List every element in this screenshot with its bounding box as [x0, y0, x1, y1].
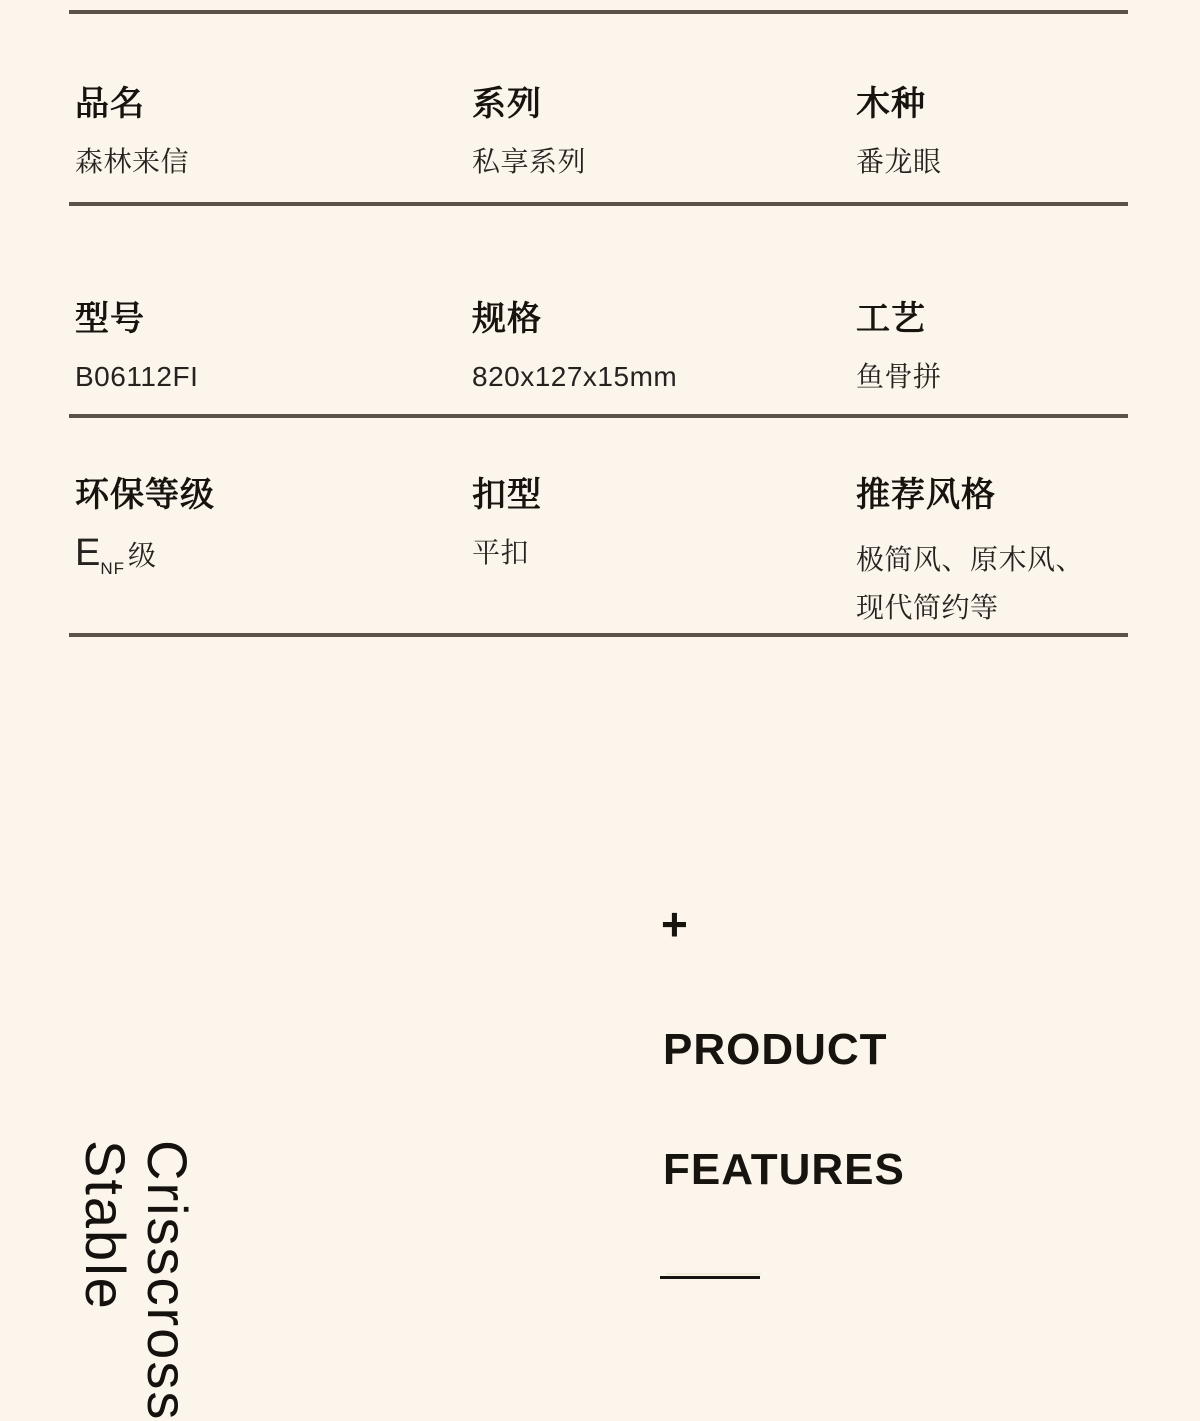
vertical-text-line-1: Crisscross — [136, 1140, 199, 1421]
eco-grade-suffix: 级 — [128, 540, 157, 571]
spec-cell-recommended-style — [856, 475, 1200, 632]
spec-value-eco-grade — [75, 532, 472, 578]
spec-cell-series — [472, 84, 856, 179]
spec-label-eco-grade: 环保等级 — [75, 476, 215, 514]
spec-value-recommended-style — [856, 536, 1200, 632]
spec-label-craft: 工艺 — [856, 300, 926, 338]
spec-cell-eco-grade — [75, 475, 472, 632]
divider-row3-bottom — [69, 633, 1128, 637]
spec-row-3 — [0, 475, 1200, 632]
spec-cell-dimensions — [472, 299, 856, 394]
recommended-style-line-2: 现代简约等 — [856, 592, 999, 623]
spec-row-2 — [0, 299, 1200, 394]
spec-row-1 — [0, 84, 1200, 179]
eco-grade-subscript: NF — [100, 559, 126, 578]
vertical-text-line-2: Stable — [74, 1140, 137, 1311]
spec-value-wood-type: 番龙眼 — [856, 146, 942, 177]
divider-top — [69, 10, 1128, 14]
divider-row1-bottom — [69, 202, 1128, 206]
spec-label-lock-type: 扣型 — [472, 476, 542, 514]
spec-label-product-name: 品名 — [75, 85, 145, 123]
eco-grade-letter: E — [75, 532, 101, 574]
spec-cell-craft — [856, 299, 1200, 394]
recommended-style-line-1: 极简风、原木风、 — [856, 544, 1085, 575]
spec-value-series: 私享系列 — [472, 146, 587, 177]
spec-cell-wood-type — [856, 84, 1200, 179]
bottom-faint-line — [666, 1273, 761, 1275]
spec-label-recommended-style: 推荐风格 — [856, 476, 996, 514]
spec-cell-lock-type — [472, 475, 856, 632]
features-title-line-2: FEATURES — [663, 1145, 905, 1194]
spec-label-wood-type: 木种 — [856, 85, 926, 123]
vertical-decorative-text — [74, 1140, 198, 1421]
spec-cell-model — [75, 299, 472, 394]
divider-row2-bottom — [69, 414, 1128, 418]
spec-value-craft: 鱼骨拼 — [856, 361, 942, 392]
plus-icon: + — [661, 898, 688, 950]
spec-value-model: B06112FI — [75, 361, 199, 392]
spec-value-dimensions: 820x127x15mm — [472, 361, 678, 392]
spec-value-lock-type: 平扣 — [472, 537, 530, 568]
features-title-line-1: PRODUCT — [663, 1025, 888, 1074]
spec-label-dimensions: 规格 — [472, 300, 542, 338]
spec-label-series: 系列 — [472, 85, 542, 123]
spec-value-product-name: 森林来信 — [75, 146, 190, 177]
spec-cell-product-name — [75, 84, 472, 179]
spec-label-model: 型号 — [75, 300, 145, 338]
